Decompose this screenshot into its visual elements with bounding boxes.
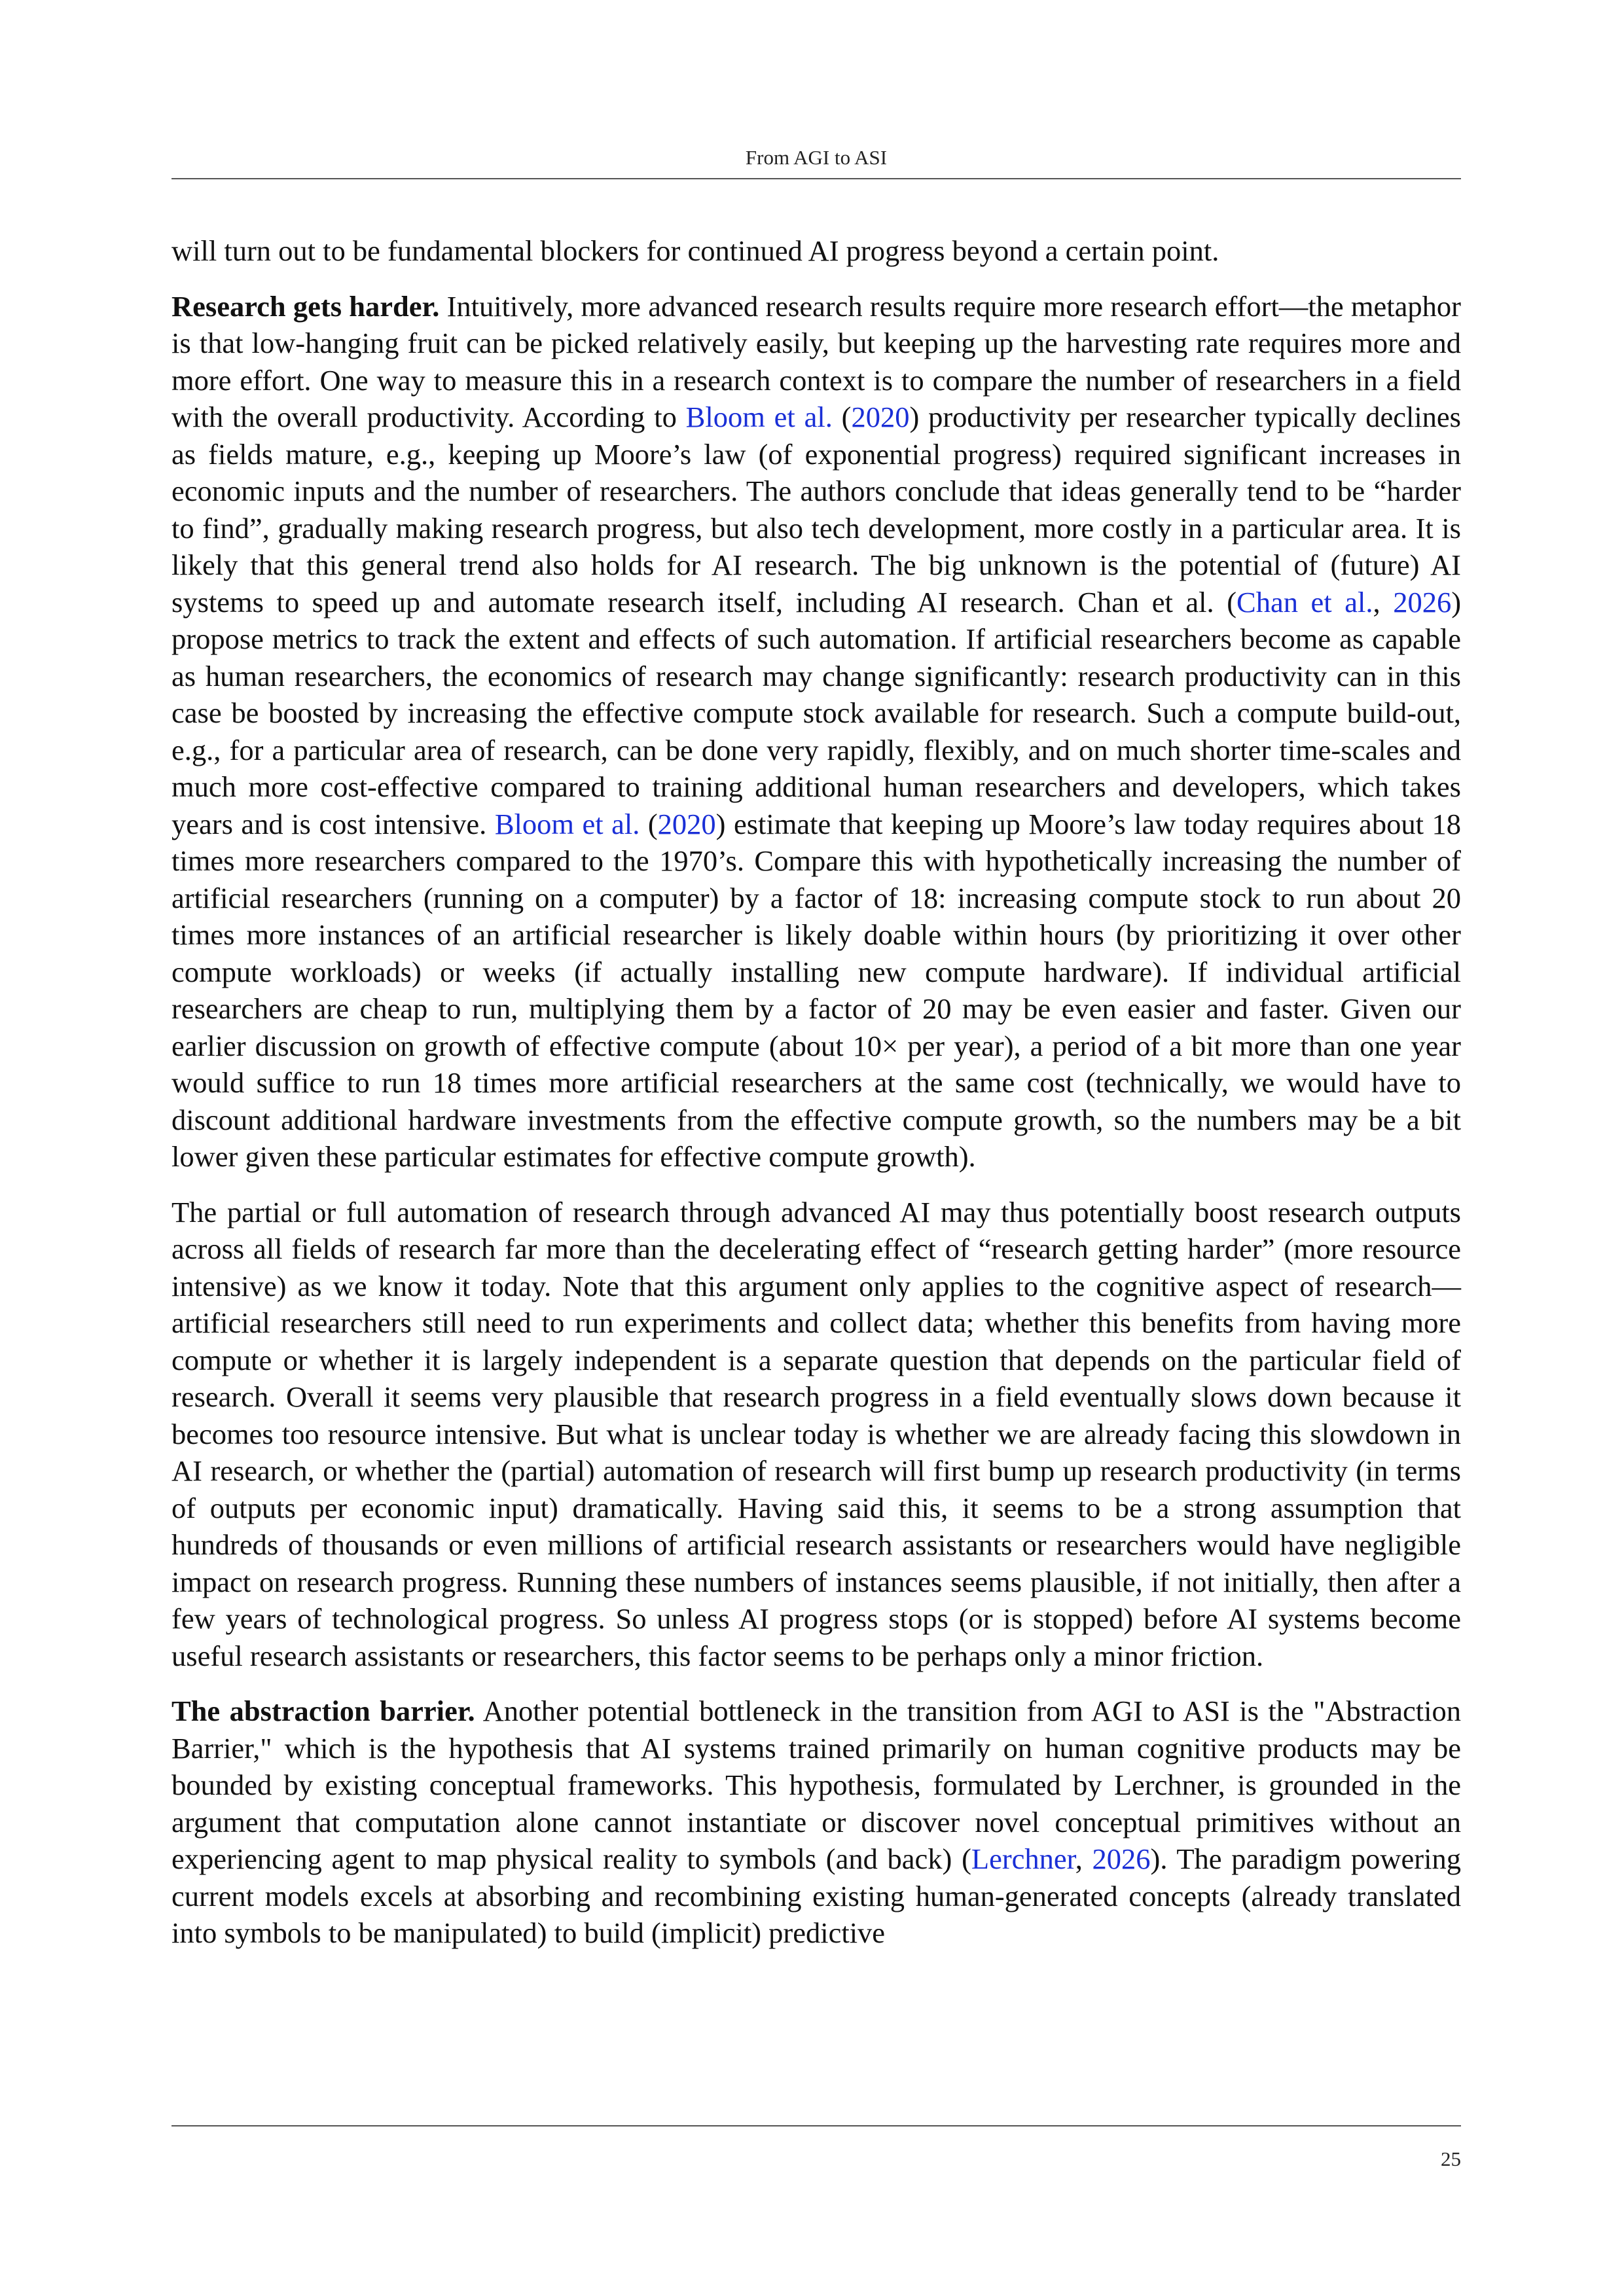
run-in-heading: The abstraction barrier. xyxy=(171,1695,475,1727)
citation-link-chan[interactable]: Chan et al. xyxy=(1236,585,1373,619)
paragraph-text: Another potential bottleneck in the transition from AGI to ASI is the "Abstraction Barrier," which is the hypothesis that AI systems trained primarily on human cognitive products may be bounded by existing conceptual frameworks. This hypothesis, formulated by Lerchner, is grounded in the argument that computation alone cannot instantiate or discover novel conceptual primitives without an experiencing agent to map physical reality to symbols (and back) ( xyxy=(171,1695,1461,1875)
citation-link-bloom[interactable]: Bloom et al. xyxy=(685,401,833,433)
citation-link-bloom[interactable]: Bloom et al. xyxy=(494,807,640,840)
paragraph-text: , xyxy=(1373,585,1394,619)
paragraph-continuation xyxy=(171,232,1461,270)
paragraph-text: ) estimate that keeping up Moore’s law today requires about 18 times more researchers compared to the 1970’s. Compare this with hypothetically increasing the number of artificial researchers (running on a computer) by a factor of 18: increasing compute stock to run about 20 times more instances of an artificial researcher is likely doable within hours (by prioritizing it over other compute workloads) or weeks (if actually installing new compute hardware). If individual artificial researchers are cheap to run, multiplying them by a factor of 20 may be even easier and faster. Given our earlier discussion on growth of effective compute (about 10× per year), a period of a bit more than one year would suffice to run 18 times more artificial researchers at the same cost (technically, we would have to discount additional hardware investments from the effective compute growth, so the numbers may be a bit lower given these particular estimates for effective compute growth). xyxy=(171,807,1462,1173)
paragraph-text: ) propose metrics to track the extent and effects of such automation. If artificial researchers become as capable as human researchers, the economics of research may change significantly: research productivity can in this case be boosted by increasing the effective compute stock available for research. Such a compute build-out, e.g., for a particular area of research, can be done very rapidly, flexibly, and on much shorter time-scales and much more cost-effective compared to training additional human researchers and developers, which takes years and is cost intensive. xyxy=(171,585,1462,840)
paragraph-text: Intuitively, more advanced research results require more research effort—the metaphor is that low-hanging fruit can be picked relatively easily, but keeping up the harvesting rate requires more and more effort. One way to measure this in a research context is to compare the number of researchers in a field with the overall productivity. According to xyxy=(171,289,1461,433)
body-text xyxy=(171,232,1461,1970)
paragraph-text: , xyxy=(1075,1842,1092,1875)
citation-link-bloom-year[interactable]: 2020 xyxy=(851,401,910,433)
page-number: 25 xyxy=(1441,2147,1461,2170)
citation-link-lerchner[interactable]: Lerchner xyxy=(971,1842,1075,1875)
paragraph-text: ( xyxy=(832,401,852,433)
run-in-heading: Research gets harder. xyxy=(171,289,440,323)
footer-rule xyxy=(171,2125,1461,2126)
citation-link-chan-year[interactable]: 2026 xyxy=(1393,585,1452,619)
paragraph-text: ) productivity per researcher typically declines as fields mature, e.g., keeping up Moore’s law (of exponential progress) required significant increases in economic inputs and the number of researchers. The authors conclude that ideas generally tend to be “harder to find”, gradually making research progress, but also tech development, more costly in a particular area. It is likely that this general trend also holds for AI research. The big unknown is the potential of (future) AI systems to speed up and automate research itself, including AI research. Chan et al. ( xyxy=(171,401,1462,619)
paragraph-abstraction-barrier xyxy=(171,1693,1461,1952)
header-rule xyxy=(171,178,1461,179)
paragraph-text: ). The paradigm powering current models excels at absorbing and recombining existing human-generated concepts (already translated into symbols to be manipulated) to build (implicit) predictive xyxy=(171,1842,1461,1949)
paragraph-text: The partial or full automation of research through advanced AI may thus potentially boost research outputs across all fields of research far more than the decelerating effect of “research getting harder” (more resource intensive) as we know it today. Note that this argument only applies to the cognitive aspect of research—artificial researchers still need to run experiments and collect data; whether this benefits from having more compute or whether it is largely independent is a separate question that depends on the particular field of research. Overall it seems very plausible that research progress in a field eventually slows down because it becomes too resource intensive. But what is unclear today is whether we are already facing this slowdown in AI research, or whether the (partial) automation of research will first bump up research productivity (in terms of outputs per economic input) dramatically. Having said this, it seems to be a strong assumption that hundreds of thousands or even millions of artificial research assistants or researchers would have negligible impact on research progress. Running these numbers of instances seems plausible, if not initially, then after a few years of technological progress. So unless AI progress stops (or is stopped) before AI systems become useful research assistants or researchers, this factor seems to be perhaps only a minor friction. xyxy=(171,1195,1461,1672)
paragraph-text: ( xyxy=(640,807,658,840)
citation-link-bloom-year[interactable]: 2020 xyxy=(657,807,716,840)
citation-link-lerchner-year[interactable]: 2026 xyxy=(1092,1842,1151,1875)
running-header: From AGI to ASI xyxy=(745,146,888,169)
paragraph-text: will turn out to be fundamental blockers for continued AI progress beyond a certain point. xyxy=(171,234,1219,267)
paragraph-research-gets-harder xyxy=(171,288,1461,1175)
paragraph-automation xyxy=(171,1194,1461,1675)
